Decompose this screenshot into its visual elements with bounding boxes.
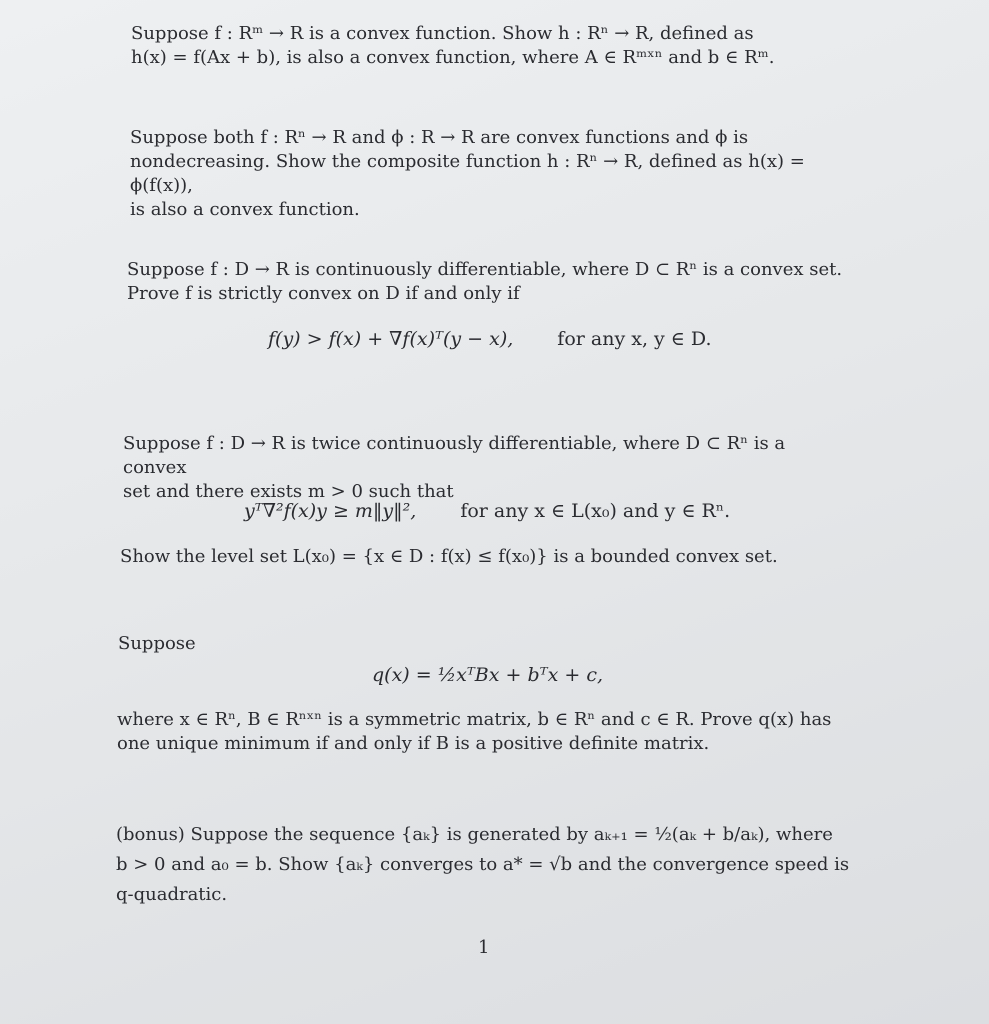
problem-2-line-3: is also a convex function. (130, 199, 360, 220)
problem-4-formula: yᵀ∇²f(x)y ≥ m‖y‖², (244, 500, 417, 522)
problem-4-line-1: Suppose f : D → R is twice continuously differentiable, where D ⊂ Rⁿ is a convex (123, 433, 786, 478)
problem-4-display (244, 500, 730, 522)
problem-4-after (120, 545, 860, 569)
problem-3-line-2: Prove f is strictly convex on D if and only if (127, 283, 520, 304)
problem-3-formula: f(y) > f(x) + ∇f(x)ᵀ(y − x), (268, 328, 514, 350)
problem-3 (127, 258, 852, 306)
problem-2-line-1: Suppose both f : Rⁿ → R and ϕ : R → R are convex functions and ϕ is (130, 127, 749, 148)
problem-2 (130, 126, 850, 222)
problem-3-condition: for any x, y ∈ D. (557, 328, 712, 350)
problem-1-line-2: h(x) = f(Ax + b), is also a convex function, where A ∈ Rᵐˣⁿ and b ∈ Rᵐ. (131, 47, 775, 68)
problem-5 (118, 632, 318, 656)
page-number: 1 (478, 937, 490, 958)
problem-5-formula: q(x) = ½xᵀBx + bᵀx + c, (372, 664, 604, 686)
problem-4-condition: for any x ∈ L(x₀) and y ∈ Rⁿ. (460, 500, 731, 522)
problem-6 (116, 820, 856, 910)
problem-5-after (117, 708, 857, 756)
problem-6-line-2: b > 0 and a₀ = b. Show {aₖ} converges to a* = √b and the convergence speed is (116, 854, 850, 875)
problem-3-display (268, 328, 712, 350)
problem-2-line-2: nondecreasing. Show the composite function h : Rⁿ → R, defined as h(x) = ϕ(f(x)), (130, 151, 805, 196)
problem-4-level-set: Show the level set L(x₀) = {x ∈ D : f(x) ≤ f(x₀)} is a bounded convex set. (120, 546, 778, 567)
problem-5-after-line-1: where x ∈ Rⁿ, B ∈ Rⁿˣⁿ is a symmetric matrix, b ∈ Rⁿ and c ∈ R. Prove q(x) has (117, 709, 832, 730)
problem-6-line-3: q-quadratic. (116, 884, 228, 905)
problem-3-line-1: Suppose f : D → R is continuously differentiable, where D ⊂ Rⁿ is a convex set. (127, 259, 843, 280)
problem-1 (131, 22, 851, 70)
problem-4-line-2: set and there exists m > 0 such that (123, 481, 454, 502)
problem-5-display (372, 664, 603, 686)
problem-6-line-1: (bonus) Suppose the sequence {aₖ} is generated by aₖ₊₁ = ½(aₖ + b/aₖ), where (116, 824, 833, 845)
problem-5-after-line-2: one unique minimum if and only if B is a positive definite matrix. (117, 733, 710, 754)
problem-4 (123, 432, 853, 504)
problem-5-line-1: Suppose (118, 633, 196, 654)
problem-1-line-1: Suppose f : Rᵐ → R is a convex function. Show h : Rⁿ → R, defined as (131, 23, 754, 44)
